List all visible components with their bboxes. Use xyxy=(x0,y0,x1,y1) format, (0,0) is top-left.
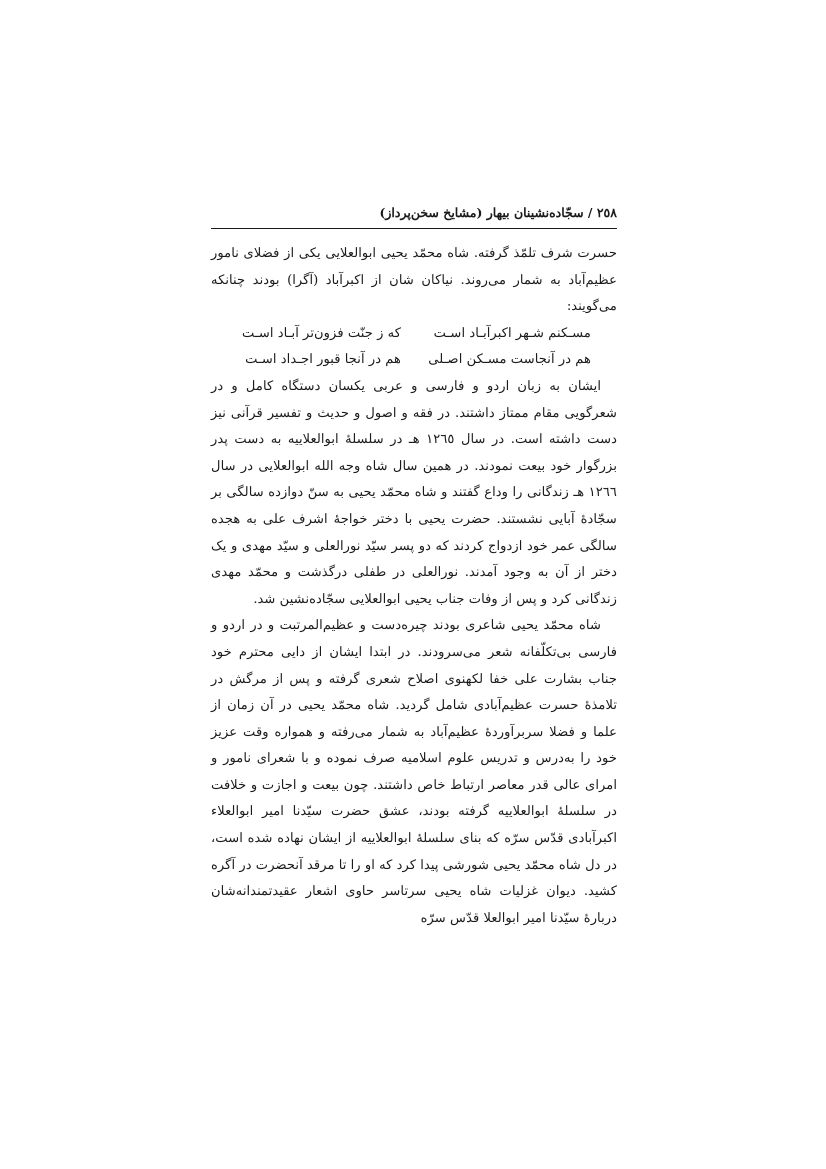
paragraph-3: شاه محمّد یحیی شاعری بودند چیره‌دست و عظیم‌المرتبت و در اردو و فارسی بی‌تکلّفانه شعر می‌سرودند. در ابتدا ایشان از دایی محترم خود جناب بشارت علی خفا لکهنوی اصلاح شعری گرفته و پس از مرگش در تلامذهٔ حسرت عظیم‌آبادی شامل گردید. شاه محمّد یحیی در آن زمان از علما و فضلا سربرآوردهٔ عظیم‌آباد به شمار می‌رفته و همواره وقت عزیز خود را به‌درس و تدریس علوم اسلامیه صرف نموده و با شعرای نامور و امرای عالی قدر معاصر ارتباط خاص داشتند. چون بیعت و اجازت و خلافت در سلسلهٔ ابوالعلاییه گرفته بودند، عشق حضرت سیّدنا امیر ابوالعلاء اکبرآبادی قدّس سرّه که بنای سلسلهٔ ابوالعلاییه از ایشان نهاده شده است، در دل شاه محمّد یحیی شورشی پیدا کرد که او را تا مرقد آنحضرت در آگره کشید. دیوان غزلیات شاه یحیی سرتاسر حاوی اشعار عقیدتمندانه‌شان دربارهٔ سیّدنا امیر ابوالعلا قدّس سرّه xyxy=(211,618,617,926)
hemistich-1a: مسـکنم شـهر اکبرآبـاد اسـت xyxy=(433,325,591,341)
running-title: ٢٥٨ / سجّاده‌نشینان بیهار (مشایخ سخن‌پرداز) xyxy=(379,205,617,220)
poem xyxy=(211,321,617,374)
book-page xyxy=(211,200,617,932)
poem-couplet-2 xyxy=(211,347,617,374)
running-header xyxy=(211,200,617,226)
hemistich-1b: که ز جنّت فزون‌تر آبـاد اسـت xyxy=(242,325,401,341)
paragraph-2: ایشان به زبان اردو و فارسی و عربی یکسان دستگاه کامل و در شعرگویی مقام ممتاز داشتند. در فقه و اصول و حدیث و تفسیر قرآنی نیز دست داشته است. در سال ١٢٦٥ هـ در سلسلهٔ ابوالعلاییه به دست پدر بزرگوار خود بیعت نمودند. در همین سال شاه وجه الله ابوالعلایی در سال ١٢٦٦ هـ زندگانی را وداع گفتند و شاه محمّد یحیی به سنّ دوازده سالگی بر سجّادهٔ آبایی نشستند. حضرت یحیی با دختر خواجهٔ اشرف علی به هجده سالگی عمر خود ازدواج کردند که دو پسر سیّد نورالعلی و سیّد مهدی و یک دختر از آن به وجود آمدند. نورالعلی در طفلی درگذشت و محمّد مهدی زندگانی کرد و پس از وفات جناب یحیی ابوالعلایی سجّاده‌نشین شد. xyxy=(211,378,618,607)
hemistich-2b: هم در آنجا قبور اجـداد اسـت xyxy=(245,352,401,368)
hemistich-2a: هم در آنجاست مسـکن اصـلی xyxy=(428,352,591,368)
paragraph-1: حسرت شرف تلمّذ گرفته. شاه محمّد یحیی ابوالعلایی یکی از فضلای نامور عظیم‌آباد به شمار می‌روند. نیاکان شان از اکبرآباد (آگرا) بودند چنانکه می‌گویند: xyxy=(211,246,617,315)
page-body xyxy=(211,241,617,932)
poem-couplet-1 xyxy=(211,321,617,348)
header-rule xyxy=(211,228,617,229)
